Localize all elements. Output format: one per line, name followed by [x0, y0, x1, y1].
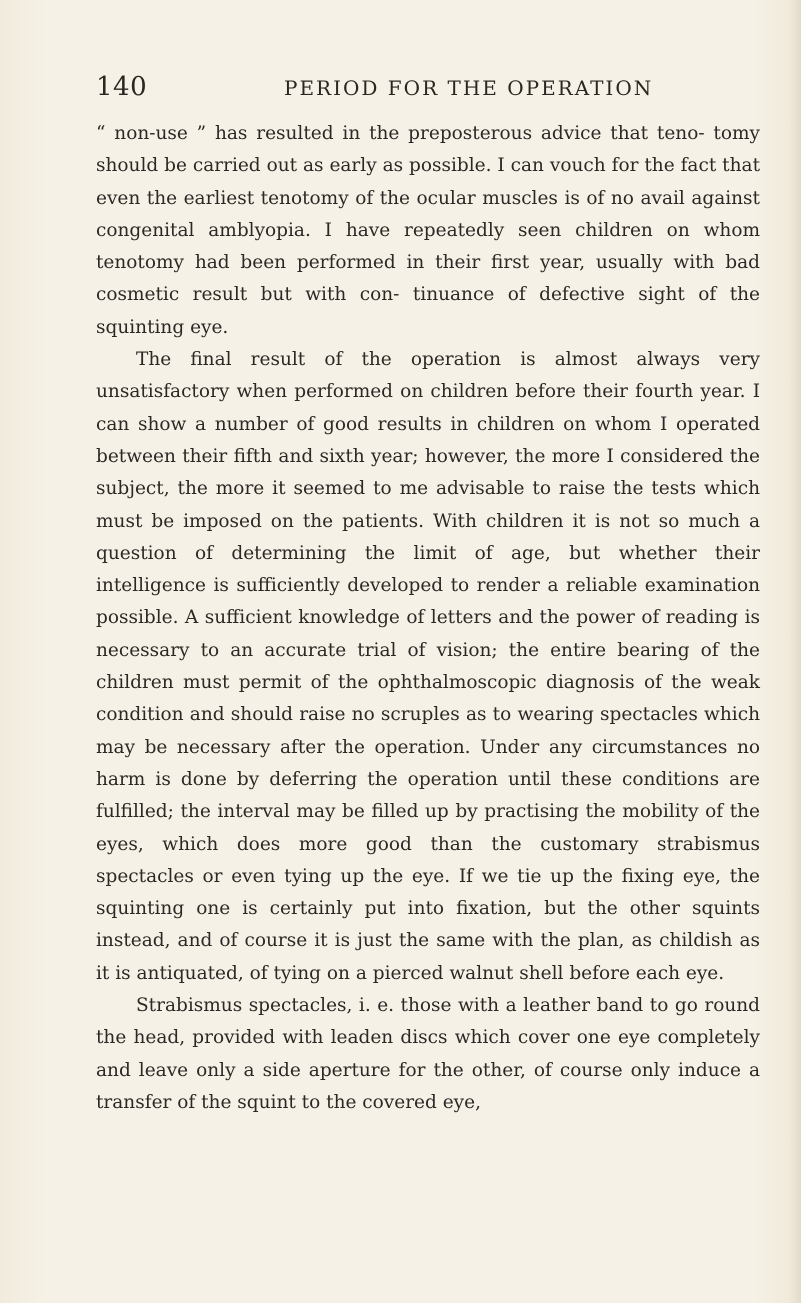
- page-edge-shadow: [789, 0, 801, 1303]
- body-text: [96, 118, 760, 1119]
- page-number: 140: [96, 72, 148, 102]
- paragraph-3: Strabismus spectacles, i. e. those with a leather band to go round the head, provided with leaden discs which cover one eye completely and leave only a side aperture for the other, of course only induce a transfer of the squint to the covered eye,: [96, 995, 760, 1113]
- paragraph-2: The final result of the operation is almost always very unsatisfactory when performed on children before their fourth year. I can show a number of good results in children on whom I operated between their fifth and sixth year; however, the more I considered the subject, the more it seemed to me advisable to raise the tests which must be imposed on the patients. With children it is not so much a question of determining the limit of age, but whether their intelligence is sufficiently developed to render a reliable examination possible. A sufficient knowledge of letters and the power of reading is necessary to an accurate trial of vision; the entire bearing of the children must permit of the ophthalmoscopic diagnosis of the weak condition and should raise no scruples as to wearing spectacles which may be necessary after the operation. Under any circumstances no harm is done by deferring the operation until these conditions are fulfilled; the interval may be filled up by practising the mobility of the eyes, which does more good than the customary strabismus spectacles or even tying up the eye. If we tie up the fixing eye, the squinting one is certainly put into fixation, but the other squints instead, and of course it is just the same with the plan, as childish as it is antiquated, of tying on a pierced walnut shell before each eye.: [96, 349, 760, 984]
- running-head: PERIOD FOR THE OPERATION: [284, 76, 654, 100]
- page-header: [96, 72, 756, 112]
- paragraph-1: “ non-use ” has resulted in the preposterous advice that teno- tomy should be carried out as early as possible. I can vouch for the fact that even the earliest tenotomy of the ocular muscles is of no avail against congenital amblyopia. I have repeatedly seen children on whom tenotomy had been performed in their first year, usually with bad cosmetic result but with con- tinuance of defective sight of the squinting eye.: [96, 123, 760, 338]
